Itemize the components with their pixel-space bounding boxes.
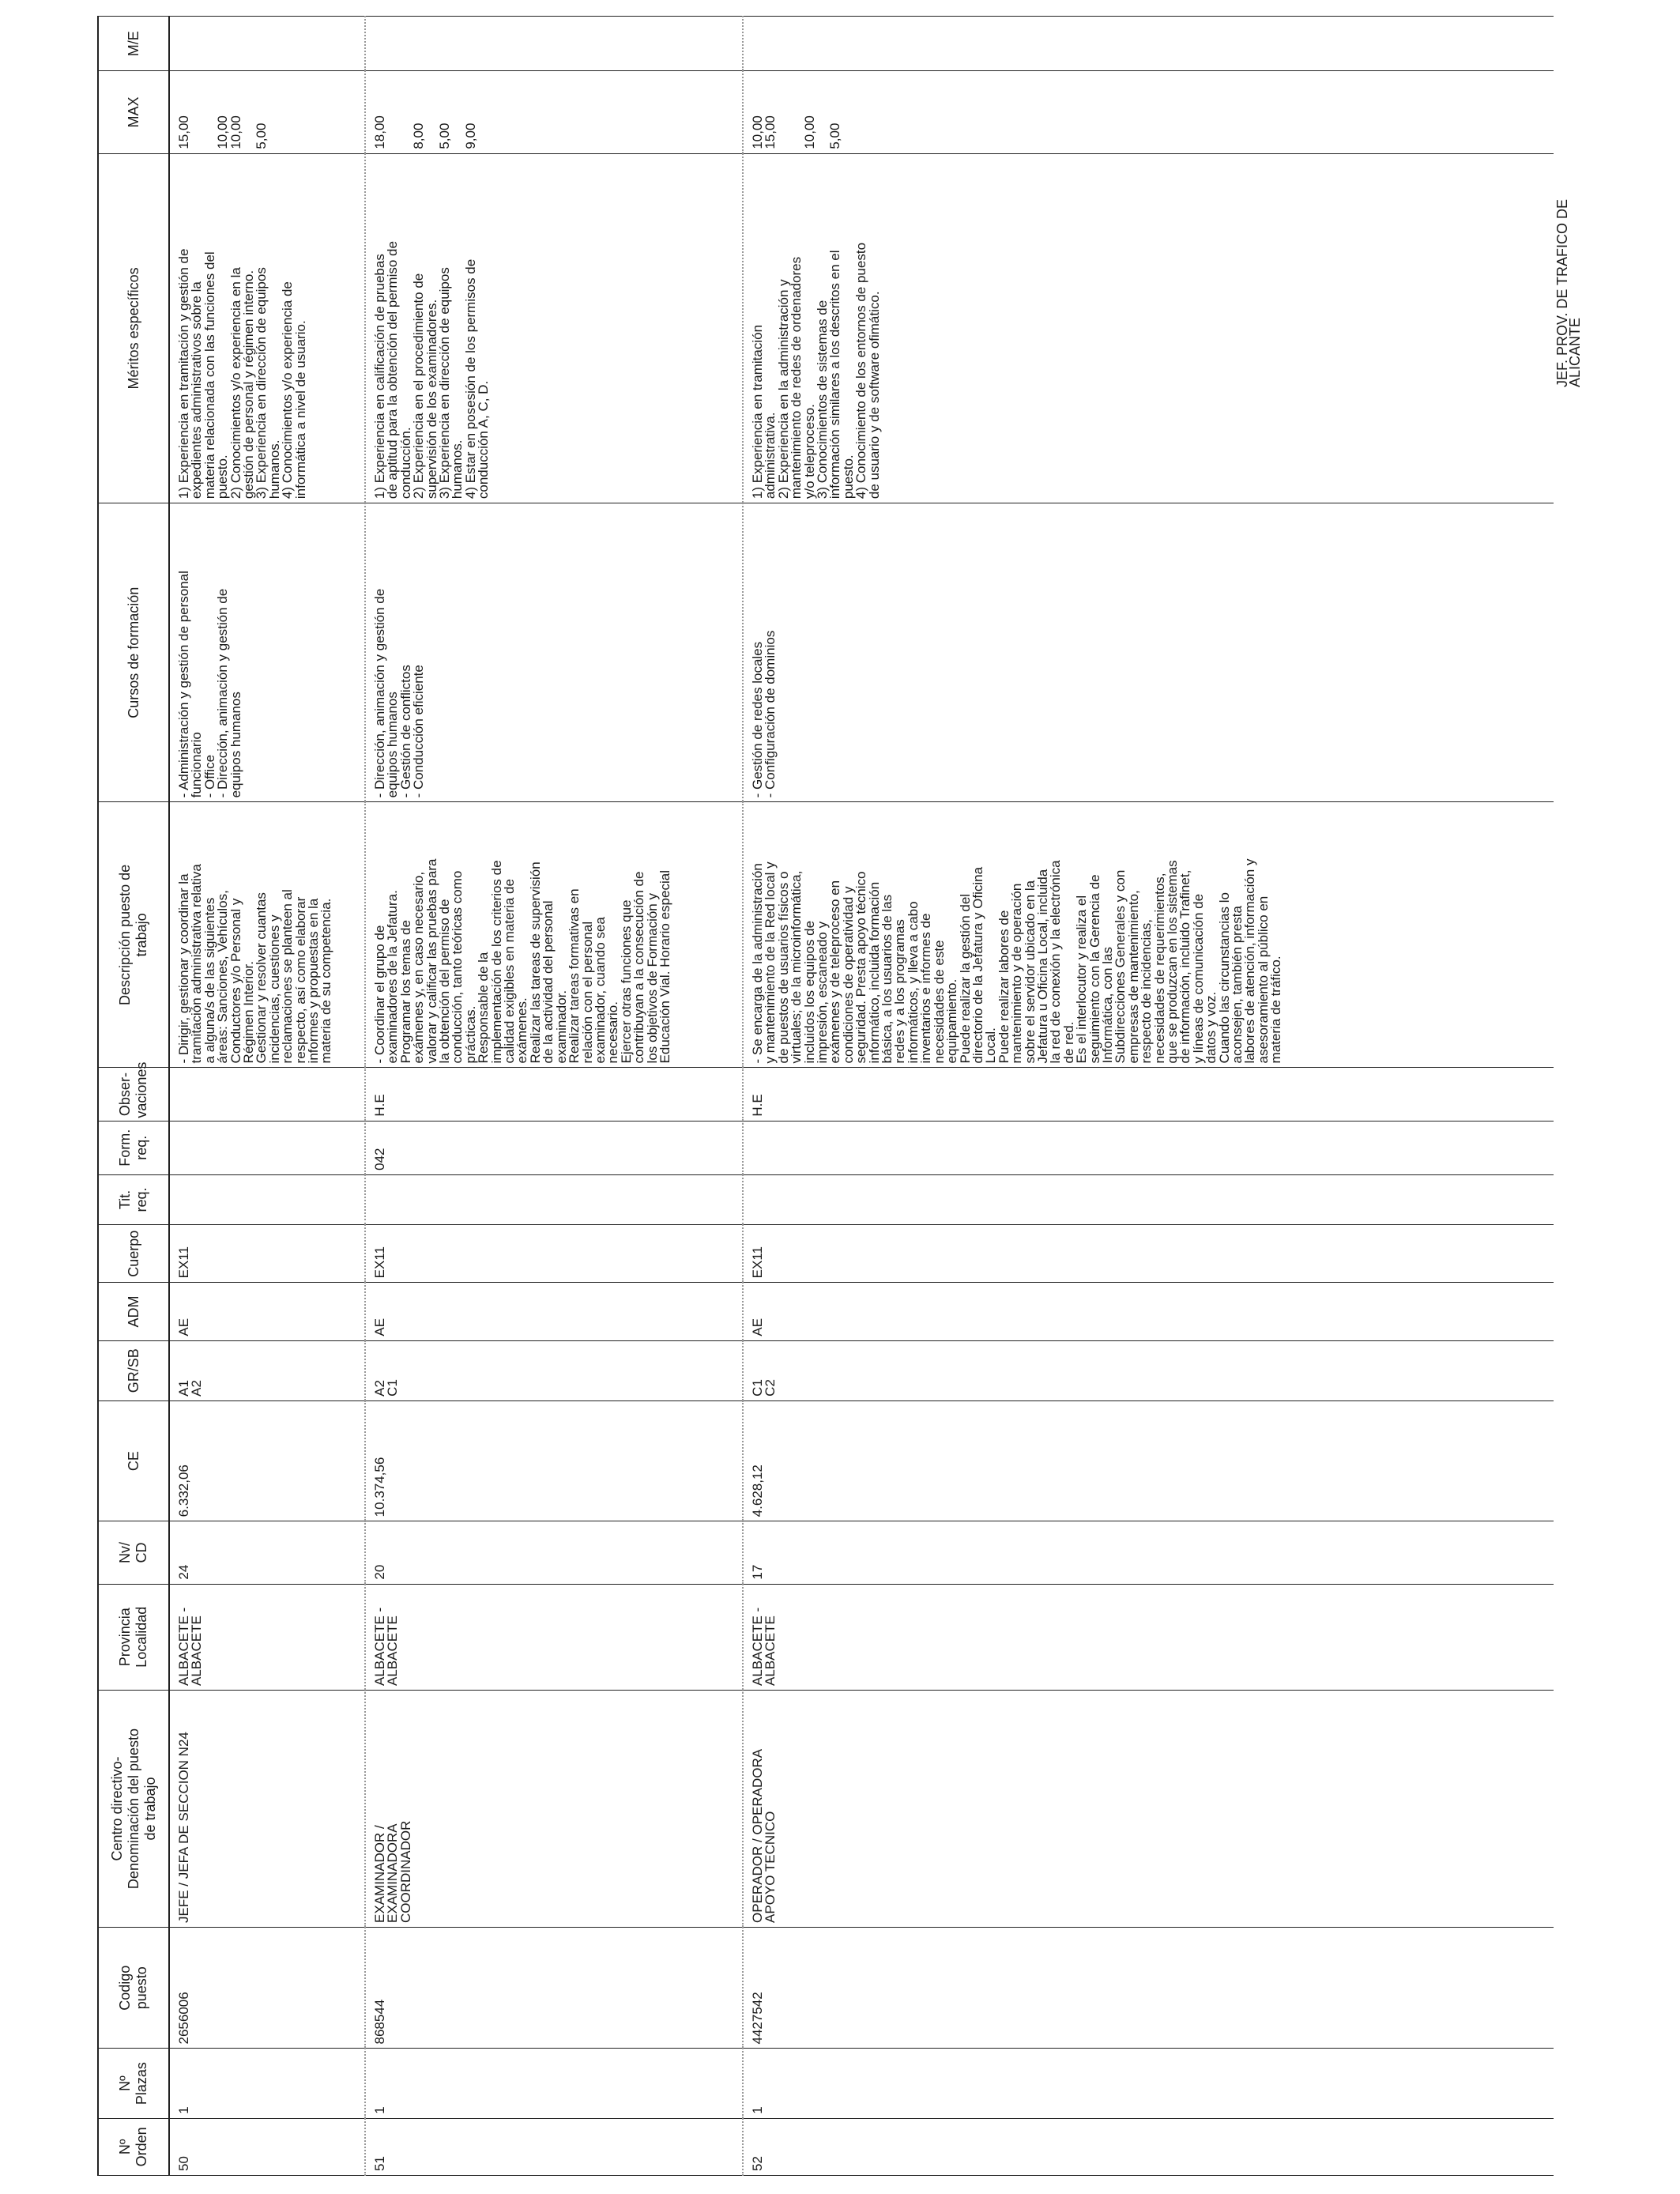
cell-cursos: - Dirección, animación y gestión de equipos humanos - Gestión de conflictos - Conducción eficiente [365,503,743,802]
table-row [743,17,1554,2176]
header-max: MAX [98,71,169,153]
cell-plazas: 1 [743,2049,1554,2118]
cell-denominacion: EXAMINADOR / EXAMINADORA COORDINADOR [365,1691,743,1928]
header-provincia: Provincia Localidad [98,1584,169,1690]
cell-max: 10,00 15,00 10,00 5,00 [743,71,1554,153]
cell-nivel: 17 [743,1521,1554,1584]
header-titulacion: Tit. req. [98,1174,169,1224]
cell-nivel: 24 [169,1521,365,1584]
header-cursos: Cursos de formación [98,503,169,802]
cell-cursos: - Administración y gestión de personal funcionario - Office - Dirección, animación y gestión de equipos humanos [169,503,365,802]
table-row [365,17,743,2176]
cell-provincia: ALBACETE - ALBACETE [169,1584,365,1690]
cell-observaciones: H.E [365,1068,743,1121]
cell-titulacion [743,1174,1554,1224]
cell-meritos: 1) Experiencia en tramitación y gestión de expedientes administrativos sobre la materia relacionada con las funciones del puesto. 2) Conocimientos y/o experiencia en la gestión de personal y régimen interno. 3) Experiencia en dirección de equipos humanos. 4) Conocimientos y/o experiencia de informática a nivel de usuario. [169,153,365,503]
header-adm: ADM [98,1283,169,1340]
positions-table-container [97,16,1584,2176]
cell-cuerpo: EX11 [169,1225,365,1283]
header-observaciones: Obser- vaciones [98,1068,169,1121]
cell-formacion [743,1121,1554,1174]
cell-max: 18,00 8,00 5,00 9,00 [365,71,743,153]
cell-ce: 4.628,12 [743,1400,1554,1521]
cell-adm: AE [365,1283,743,1340]
cell-orden: 50 [169,2118,365,2175]
cell-max: 15,00 10,00 10,00 5,00 [169,71,365,153]
cell-codigo: 868544 [365,1927,743,2049]
cell-ce: 10.374,56 [365,1400,743,1521]
cell-descripcion: - Dirigir, gestionar y coordinar la tramitación administrativa relativa a alguna/s de las siguientes áreas: Sanciones, Vehículos, Conductores y/o Personal y Régimen Interior. Gestionar y resolver cuantas incidencias, cuestiones y reclamaciones se planteen al respecto, así como elaborar informes y propuestas en la materia de su competencia. [169,802,365,1068]
header-descripcion: Descripción puesto de trabajo [98,802,169,1068]
cell-nivel: 20 [365,1521,743,1584]
cell-orden: 52 [743,2118,1554,2175]
cell-formacion: 042 [365,1121,743,1174]
cell-cursos: - Gestión de redes locales - Configuración de dominios [743,503,1554,802]
header-orden: Nº Orden [98,2118,169,2175]
cell-observaciones [169,1068,365,1121]
cell-me [169,17,365,71]
cell-adm: AE [743,1283,1554,1340]
header-cuerpo: Cuerpo [98,1225,169,1283]
header-centro: Centro directivo- Denominación del puesto de trabajo [98,1691,169,1928]
cell-descripcion: - Coordinar el grupo de examinadores de la Jefatura. Programar los temas de exámenes y, en caso necesario, valorar y calificar las pruebas para la obtención del permiso de conducción, tanto teóricas como prácticas. Responsable de la implementación de los criterios de calidad exigibles en materia de exámenes. Realizar las tareas de supervisión de la actividad del personal examinador. Realizar tareas formativas en relación con el personal examinador, cuando sea necesario. Ejercer otras funciones que contribuyan a la consecución de los objetivos de Formación y Educación Vial. Horario especial [365,802,743,1068]
positions-table [97,16,1554,2176]
cell-provincia: ALBACETE - ALBACETE [365,1584,743,1690]
cell-codigo: 4427542 [743,1927,1554,2049]
cell-adm: AE [169,1283,365,1340]
cell-titulacion [169,1174,365,1224]
cell-ce: 6.332,06 [169,1400,365,1521]
cell-grupo: A2 C1 [365,1340,743,1400]
cell-grupo: A1 A2 [169,1340,365,1400]
cell-plazas: 1 [365,2049,743,2118]
cell-formacion [169,1121,365,1174]
cell-meritos: 1) Experiencia en calificación de pruebas de aptitud para la obtención del permiso de conducción. 2) Experiencia en el procedimiento de supervisión de los examinadores. 3) Experiencia en dirección de equipos humanos. 4) Estar en posesión de los permisos de conducción A, C, D. [365,153,743,503]
header-nivel: Nv/ CD [98,1521,169,1584]
header-meritos: Méritos específicos [98,153,169,503]
cell-codigo: 2656006 [169,1927,365,2049]
cell-meritos: 1) Experiencia en tramitación administrativa. 2) Experiencia en la administración y mantenimiento de redes de ordenadores y/o teleproceso. 3) Conocimientos de sistemas de información similares a los descritos en el puesto. 4) Conocimiento de los entornos de puesto de usuario y de software ofimático. [743,153,1554,503]
cell-denominacion: OPERADOR / OPERADORA APOYO TECNICO [743,1691,1554,1928]
header-me: M/E [98,17,169,71]
header-row [98,17,169,2176]
cell-orden: 51 [365,2118,743,2175]
table-row [169,17,365,2176]
header-codigo: Codigo puesto [98,1927,169,2049]
cell-grupo: C1 C2 [743,1340,1554,1400]
cell-titulacion [365,1174,743,1224]
next-section-heading: JEF. PROV. DE TRAFICO DE ALICANTE [1554,198,1583,387]
cell-descripcion: - Se encarga de la administración y mantenimiento de la Red local y de puestos de usuarios físicos o virtuales; de la microinformática, incluidos los equipos de impresión, escaneado y exámenes y de teleproceso en condiciones de operatividad y seguridad. Presta apoyo técnico informático, incluida formación básica, a los usuarios de las redes y a los programas informáticos, y lleva a cabo inventarios e informes de necesidades de este equipamiento. Puede realizar la gestión del directorio de la Jefatura y Oficina Local. Puede realizar labores de mantenimiento y de operación sobre el servidor ubicado en la Jefatura u Oficina Local, incluida la red de conexión y la electrónica de red. Es el interlocutor y realiza el seguimiento con la Gerencia de Informática, con las Subdirecciones Generales y con empresas de mantenimiento, respecto de incidencias, necesidades de requerimientos, que se produzcan en los sistemas de información, incluido Trafinet, y líneas de comunicación de datos y voz. Cuando las circunstancias lo aconsejen, también presta labores de atención, información y asesoramiento al público en materia de tráfico. [743,802,1554,1068]
cell-cuerpo: EX11 [743,1225,1554,1283]
header-plazas: Nº Plazas [98,2049,169,2118]
header-formacion: Form. req. [98,1121,169,1174]
header-ce: CE [98,1400,169,1521]
cell-me [743,17,1554,71]
cell-cuerpo: EX11 [365,1225,743,1283]
cell-plazas: 1 [169,2049,365,2118]
cell-provincia: ALBACETE - ALBACETE [743,1584,1554,1690]
cell-observaciones: H.E [743,1068,1554,1121]
cell-me [365,17,743,71]
header-grupo: GR/SB [98,1340,169,1400]
cell-denominacion: JEFE / JEFA DE SECCION N24 [169,1691,365,1928]
